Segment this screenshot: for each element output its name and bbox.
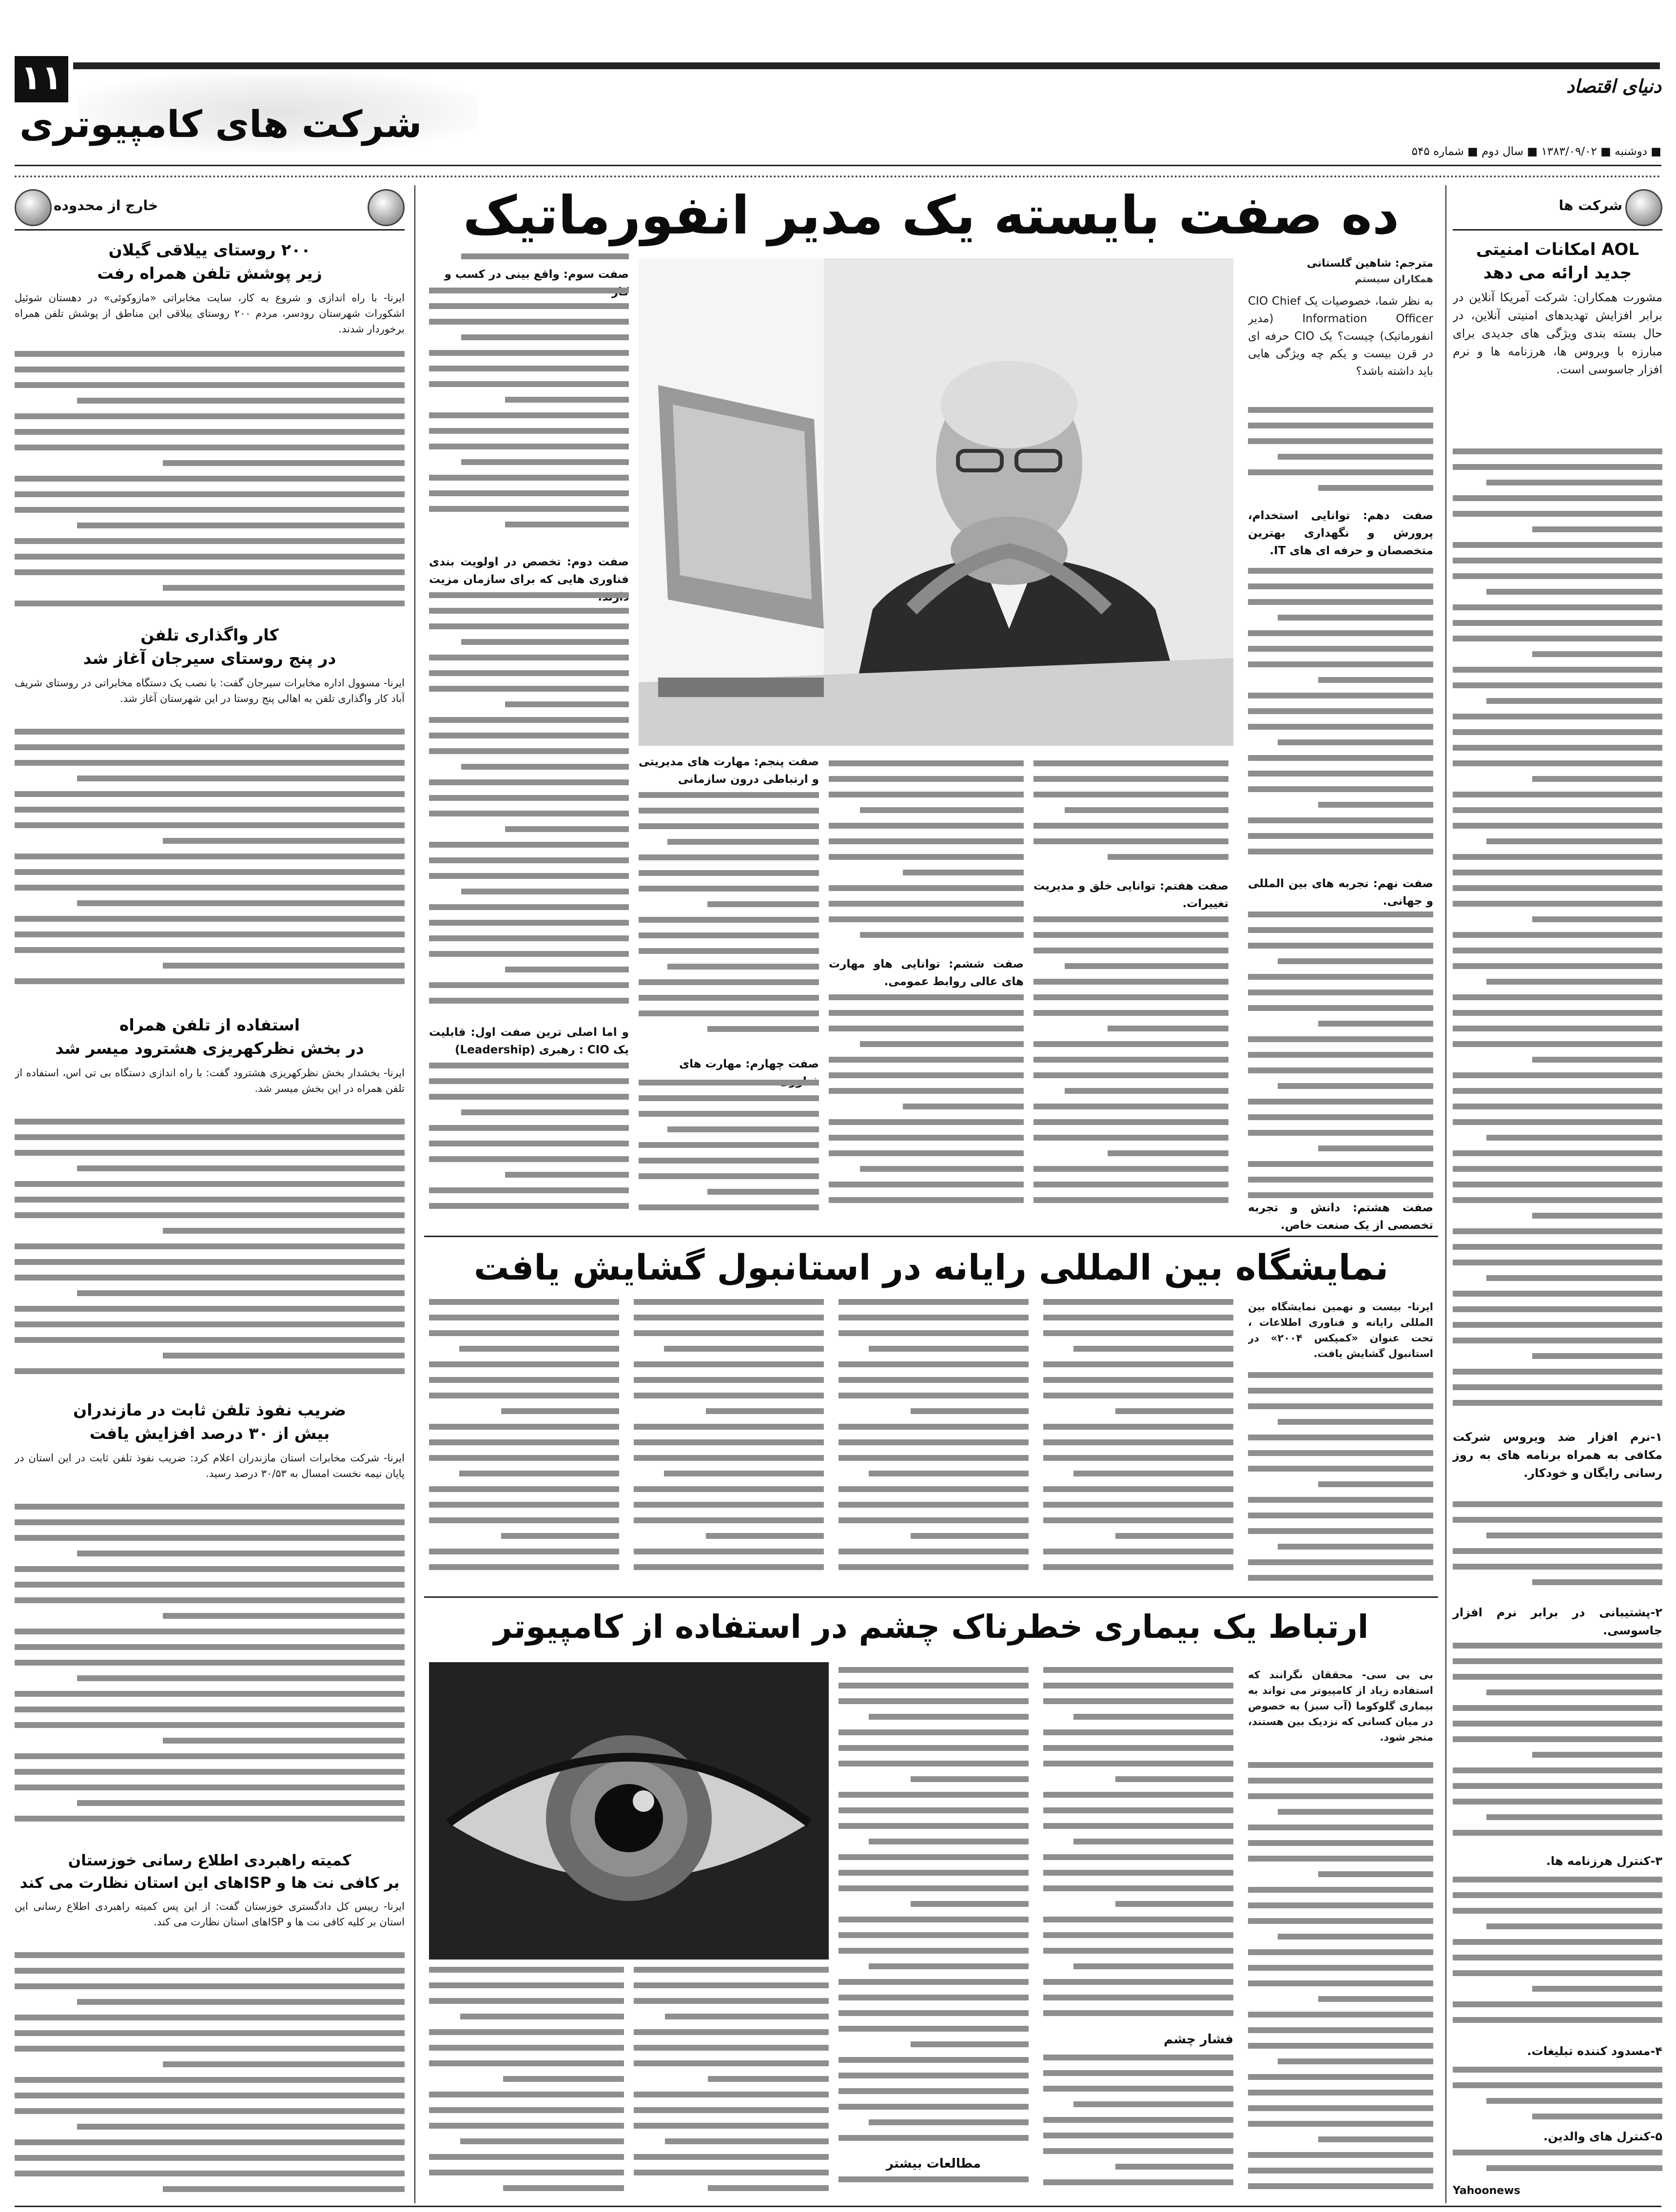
article-3-lead: بی بی سی- محققان نگرانند که استفاده زیاد از کامپیوتر می تواند به بیماری گلوکوما (آب سبز) به خصوص در میان کسانی که نزدیک بین هستند، منجر شود.: [1248, 1669, 1433, 1743]
story-2-headline-1: کار واگذاری تلفن: [140, 625, 279, 644]
story-4-headline-1: ضریب نفوذ تلفن ثابت در مازندران: [73, 1400, 347, 1419]
article-2-headline: نمایشگاه بین المللی رایانه در استانبول گشایش یافت: [473, 1247, 1388, 1288]
sidebar-title-2: جدید ارائه می دهد: [1483, 263, 1632, 283]
story-2-lead: ایرنا- مسوول اداره مخابرات سیرجان گفت: با نصب یک دستگاه مخابراتی در روستای شریف آباد کار واگذاری تلفن به اهالی پنج روستا در این شهرستان آغاز شد.: [15, 677, 405, 704]
article-3-subhead-1: فشار چشم: [1164, 2032, 1233, 2047]
sidebar-subhead-1: ۱-نرم افزار ضد ویروس شرکت مکافی به همراه برنامه های به روز رسانی رایگان و خودکار.: [1453, 1430, 1662, 1480]
globe-icon-left-2: [15, 189, 52, 226]
story-4-body: [15, 1504, 405, 1840]
sidebar-body-6: [1453, 2150, 1662, 2179]
article-3-top-rule: [424, 1596, 1438, 1598]
story-1-headline-1: ۲۰۰ روستای ییلاقی گیلان: [108, 240, 311, 259]
story-3-body: [15, 1119, 405, 1392]
main-col-r-top: [1248, 407, 1433, 504]
main-byline-2: همکاران سیستم: [1355, 273, 1433, 285]
story-1-headline-2: زیر پوشش تلفن همراه رفت: [97, 264, 322, 283]
issue-line: ■ دوشنبه ■ ۱۳۸۳/۰۹/۰۲ ■ سال دوم ■ شماره ۵۴۵: [1411, 145, 1661, 158]
sidebar-subhead-4: ۴-مسدود کننده تبلیغات.: [1527, 2044, 1662, 2058]
article-3-col-3a: [838, 1667, 1029, 2154]
main-subhead-3: صفت سوم: واقع بینی در کسب و: [444, 268, 629, 281]
sidebar-body-1: [1453, 448, 1662, 1418]
eye-photo: [429, 1662, 829, 1960]
article-2-col-4: [634, 1299, 824, 1587]
article-3-subhead-2: مطالعات بیشتر: [886, 2156, 981, 2171]
right-sidebar: [1453, 185, 1662, 2203]
story-5-body: [15, 1952, 405, 2196]
eye-illustration: [429, 1662, 829, 1960]
article-2-col-2: [1043, 1299, 1233, 1587]
article-2-top-rule: [424, 1236, 1438, 1237]
article-3-col-3b: [838, 2176, 1029, 2201]
story-5-headline-1: کمیته راهبردی اطلاع رسانی خوزستان: [68, 1852, 351, 1869]
left-column-label: خارج از محدوده: [54, 197, 158, 213]
story-2-headline-2: در پنج روستای سیرجان آغاز شد: [83, 649, 336, 668]
sidebar-body-5: [1453, 2067, 1662, 2125]
article-2-col-3: [838, 1299, 1029, 1587]
main-headline: ده صفت بایسته یک مدیر انفورماتیک: [463, 185, 1400, 246]
main-col-6: [429, 253, 629, 263]
sidebar-body-4: [1453, 1877, 1662, 2037]
brand-logo: دنیای اقتصاد: [1566, 76, 1661, 97]
story-3-headline-2: در بخش نظرکهریزی هشترود میسر شد: [55, 1039, 364, 1058]
article-3-headline: ارتباط یک بیماری خطرناک چشم در استفاده از کامپیوتر: [493, 1608, 1369, 1646]
sidebar-body-2: [1453, 1501, 1662, 1599]
globe-icon-right: [1625, 189, 1662, 226]
page-number: ۱۱: [20, 58, 62, 97]
story-3-headline-1: استفاده از تلفن همراه: [119, 1015, 300, 1034]
main-quote: به نظر شما، خصوصیات یک CIO Chief Information Officer (مدیر انفورماتیک) چیست؟ یک CIO حرفه ای در قرن بیست و یکم چه ویژگی هایی باید داشته باشد؟: [1248, 295, 1433, 378]
main-subhead-1: و اما اصلی ترین صفت اول: قابلیت یک CIO : رهبری (Leadership): [429, 1026, 629, 1056]
main-subhead-10: صفت دهم: توانایی استخدام، پرورش و نگهداری بهترین متخصصان و حرفه ای های IT.: [1248, 509, 1433, 557]
page-bottom-rule: [15, 2206, 1661, 2207]
main-col-4b: [829, 994, 1024, 1219]
main-col-6c: [429, 592, 629, 1026]
article-3-col-2a: [1043, 1667, 1233, 2028]
executive-photo: [639, 258, 1233, 746]
main-subhead-4: صفت چهارم: مهارت های: [679, 1058, 819, 1070]
story-5-lead: ایرنا- رییس کل دادگستری خوزستان گفت: از این پس کمیته راهبردی اطلاع رسانی این استان بر کلیه کافی نت ها و ISPهای استان نظارت می کند.: [15, 1901, 405, 1928]
masthead-rule: [73, 62, 1660, 69]
main-subhead-2: صفت دوم: تخصص در اولویت بندی فناوری هایی که برای سازمان مزیت: [429, 556, 629, 586]
sidebar-subhead-3: ۳-کنترل هرزنامه ها.: [1546, 1854, 1662, 1868]
dotted-rule: [15, 175, 1661, 177]
main-col-5b: [639, 1080, 819, 1221]
main-subhead-5: صفت پنجم: مهارت های مدیریتی و ارتباطی درون سازمانی: [639, 756, 819, 786]
main-col-3b: [1033, 916, 1228, 1219]
story-2-body: [15, 729, 405, 1002]
main-subhead-9: صفت نهم: تجربه های بین المللی و جهانی.: [1248, 877, 1433, 908]
story-1-lead: ایرنا- با راه اندازی و شروع به کار، سایت مخابراتی «مازوکوئی» در دهستان شوئیل اشکورات شهرستان رودسر، مردم ۲۰۰ روستای ییلاقی این مناطق از پوشش تلفن همراه برخوردار شدند.: [15, 292, 405, 335]
story-4-headline-2: بیش از ۳۰ درصد افزایش یافت: [89, 1424, 330, 1443]
main-col-r-mid: [1248, 568, 1433, 875]
masthead-bottom-rule: [15, 165, 1661, 166]
main-subhead-7: صفت هفتم: توانایی خلق و مدیریت تغییرات.: [1033, 880, 1228, 910]
main-subhead-6: صفت ششم: توانایی هاو مهارت های عالی روابط عمومی.: [829, 958, 1024, 988]
left-column: [15, 185, 405, 2203]
globe-icon-left: [368, 189, 405, 226]
article-2-col-1: [1248, 1372, 1433, 1587]
sidebar-divider: [1445, 185, 1446, 2203]
story-4-lead: ایرنا- شرکت مخابرات استان مازندران اعلام کرد: ضریب نفوذ تلفن ثابت در این استان در پایان نیمه نخست امسال به ۳۰/۵۳ درصد رسید.: [15, 1452, 405, 1479]
main-col-4: [829, 760, 1024, 955]
story-5-headline-2: بر کافی نت ها و ISPهای این استان نظارت می کند: [19, 1874, 400, 1892]
article-3-col-1: [1248, 1762, 1433, 2201]
section-title: شرکت های کامپیوتری: [19, 102, 422, 146]
sidebar-title-1: AOL امکانات امنیتی: [1476, 240, 1639, 259]
story-3-lead: ایرنا- بخشدار بخش نظرکهریزی هشترود گفت: با راه اندازی دستگاه بی تی اس، استفاده از تلفن همراه در این بخش میسر شد.: [15, 1067, 405, 1094]
main-col-3: [1033, 760, 1228, 873]
sidebar-credit: Yahoonews: [1453, 2185, 1520, 2197]
main-subhead-8: صفت هشتم: دانش و تجربه تخصصی از یک صنعت خاص.: [1248, 1202, 1433, 1232]
main-byline: مترجم: شاهین گلستانی: [1306, 257, 1433, 270]
sidebar-body-3: [1453, 1643, 1662, 1847]
story-1-body: [15, 351, 405, 624]
main-col-5: [639, 792, 819, 1055]
article-3-col-4: [634, 1967, 829, 2201]
sidebar-subhead-5: ۵-کنترل های والدین.: [1543, 2130, 1662, 2143]
article-3-col-5: [429, 1967, 624, 2201]
main-col-6b: [429, 288, 629, 551]
article-3-col-2b: [1043, 2055, 1233, 2201]
article-2-col-5: [429, 1299, 619, 1587]
article-2-lead: ایرنا- بیست و نهمین نمایشگاه بین المللی رایانه و فناوری اطلاعات ، تحت عنوان «کمپکس ۲۰۰۴» در استانبول گشایش یافت.: [1248, 1301, 1433, 1359]
sidebar-subhead-2: ۲-پشتیبانی در برابر نرم افزار جاسوسی.: [1453, 1606, 1662, 1637]
sidebar-lead: مشورت همکاران: شرکت آمریکا آنلاین در برابر افزایش تهدیدهای امنیتی آنلاین، در حال بسته بندی ویژگی های جدیدی برای مبارزه با ویروس ها، هرزنامه ها و نرم افزار جاسوسی است.: [1453, 291, 1662, 376]
sidebar-label: شرکت ها: [1559, 197, 1622, 213]
left-divider: [414, 185, 415, 2203]
main-col-r-low: [1248, 912, 1433, 1214]
main-col-6d: [429, 1063, 629, 1219]
executive-illustration: [639, 258, 1233, 746]
masthead: [0, 0, 1676, 161]
